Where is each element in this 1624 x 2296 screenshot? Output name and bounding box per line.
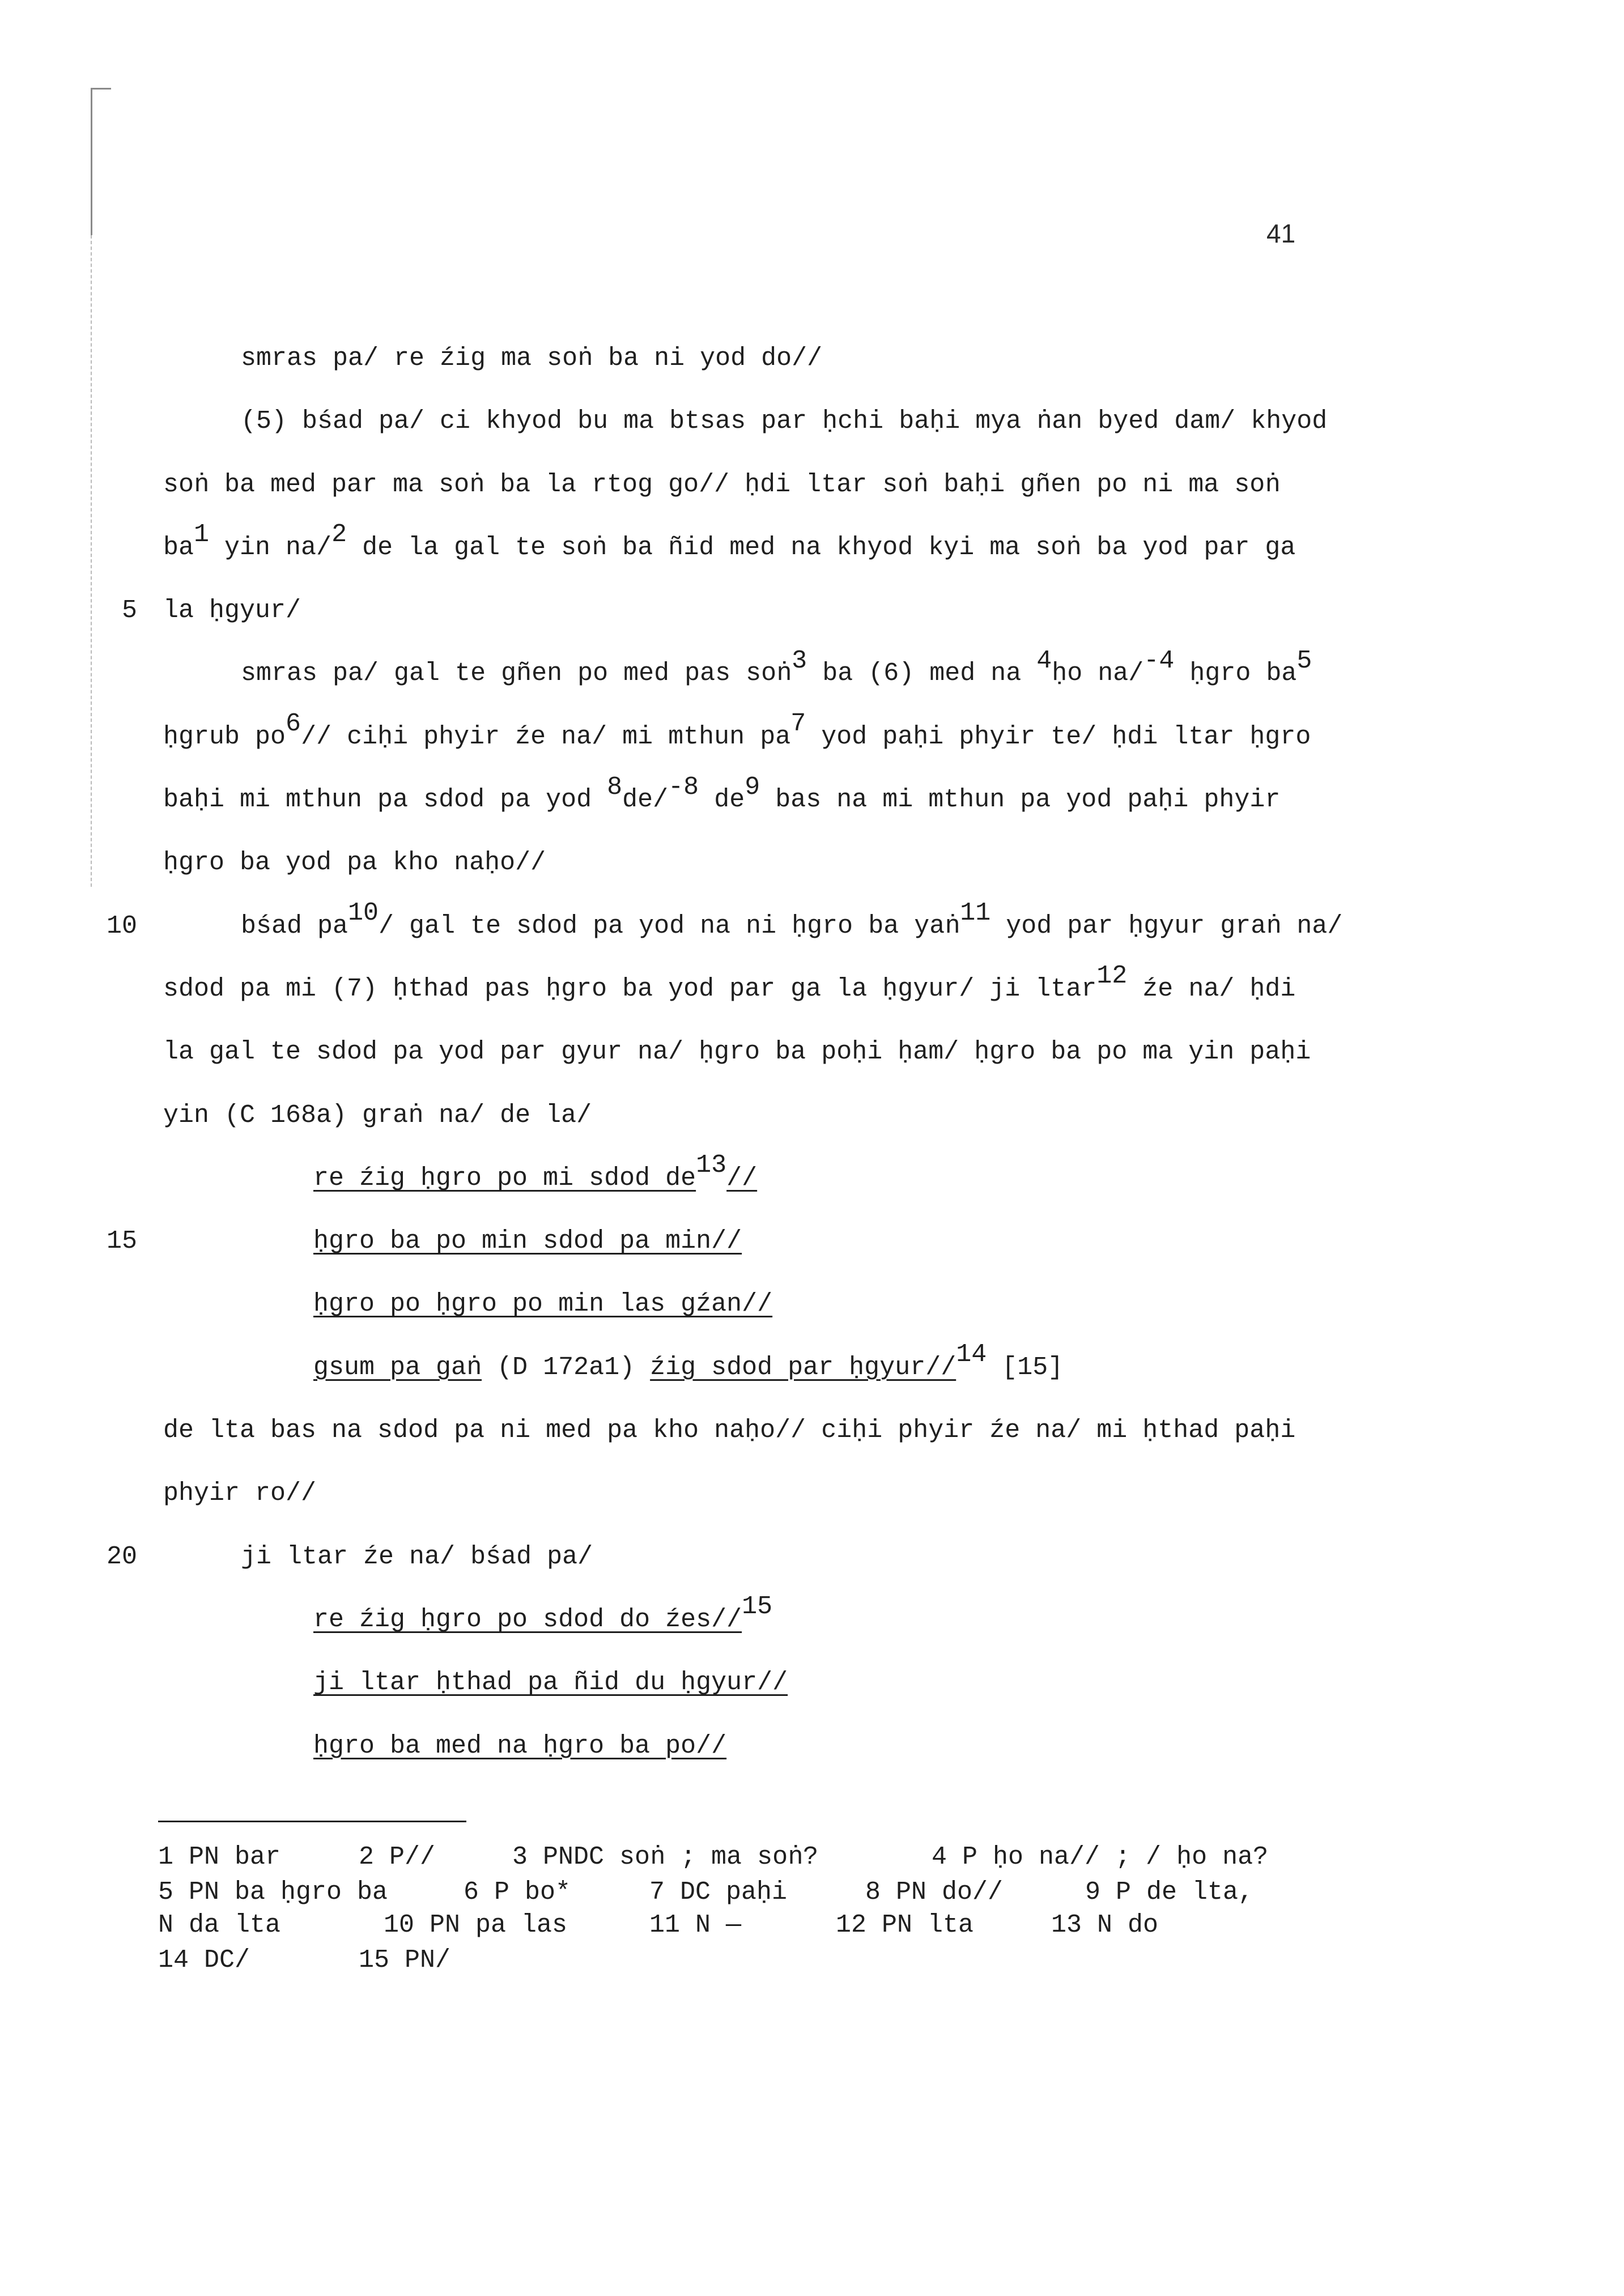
verse-text: ḥgro ba po min sdod pa min// [313,1227,742,1256]
footnote: 15 PN/ [359,1946,451,1975]
footnote-row [0,1876,1624,1910]
verse-text: gsum pa gaṅ [313,1353,482,1382]
footnote: 2 P// [359,1843,436,1872]
line-text: ba (6) med na [807,659,1037,688]
footnote-marker: 11 [960,899,991,928]
line-text: soṅ ba med par ma soṅ ba la rtog go// ḥdi ltar soṅ baḥi gñen po ni ma soṅ [163,470,1281,499]
text-line [0,768,1624,831]
text-line [0,1084,1624,1147]
line-number: 10 [106,911,137,941]
footnote-row [0,1840,1624,1874]
footnote-row [0,1944,1624,1978]
line-text: de [699,785,745,815]
line-number: 15 [106,1227,137,1256]
footnote: 5 PN ba ḥgro ba [158,1878,388,1907]
text-line [0,1021,1624,1083]
footnote: 14 DC/ [158,1946,250,1975]
footnote-marker: 3 [792,646,807,675]
line-number: 5 [121,596,137,626]
footnote: 11 N — [649,1911,742,1940]
line-text: ḥgro ba [1174,659,1297,688]
footnote: 9 P de lta, [1085,1878,1254,1907]
margin-line [91,88,111,90]
footnote: 3 PNDC soṅ ; ma soṅ? [512,1843,819,1872]
text-line [0,579,1624,642]
text-line [0,453,1624,516]
text-line [0,390,1624,453]
line-text: smras pa/ re źig ma soṅ ba ni yod do// [241,344,823,373]
line-text: yod paḥi phyir te/ ḥdi ltar ḥgro [806,722,1311,751]
footnote-marker: 4 [1036,646,1052,675]
text-line [0,516,1624,579]
footnote: 13 N do [1051,1911,1159,1940]
footnote-row [0,1908,1624,1942]
text-line [0,1462,1624,1525]
footnote-marker: 6 [286,709,301,739]
verse-line [0,1715,1624,1778]
footnote: 12 PN lta [836,1911,974,1940]
footnote: 7 DC paḥi [649,1878,788,1907]
line-text: yin (C 168a) graṅ na/ de la/ [163,1100,592,1130]
verse-text: ji ltar ḥthad pa ñid du ḥgyur// [313,1668,788,1698]
line-text: ḥgro ba yod pa kho naḥo// [163,848,546,878]
verse-line [0,1651,1624,1714]
footnote-marker: -8 [668,772,699,802]
footnote-marker: 13 [696,1151,727,1180]
line-text: de/ [622,785,669,815]
folio-reference: (D 172a1) [482,1353,651,1382]
line-text: ba [163,533,194,562]
verse-line [0,1336,1624,1399]
footnote-marker: 9 [745,772,760,802]
footnote-marker: 8 [607,772,623,802]
verse-text: re źig ḥgro po sdod do źes// [313,1605,742,1634]
line-text: de lta bas na sdod pa ni med pa kho naḥo// ciḥi phyir źe na/ mi ḥthad paḥi [163,1416,1296,1445]
line-text: źe na/ ḥdi [1127,974,1296,1004]
text-line [0,327,1624,390]
line-text: sdod pa mi (7) ḥthad pas ḥgro ba yod par ga la ḥgyur/ ji ltar [163,974,1097,1004]
page-number: 41 [1266,219,1296,248]
footnote-marker: 10 [348,899,379,928]
verse-line [0,1273,1624,1336]
footnote-marker: 15 [742,1592,773,1622]
text-line [0,642,1624,705]
footnote-marker: 5 [1296,646,1312,675]
line-text: bśad pa [241,911,348,941]
footnote: 4 P ḥo na// ; / ḥo na? [932,1843,1269,1872]
verse-line [0,1210,1624,1273]
line-text: ḥo na/ [1052,659,1144,688]
line-text: yin na/ [209,533,332,562]
verse-text: ḥgro ba med na ḥgro ba po// [313,1731,727,1761]
verse-number: [15] [987,1353,1064,1382]
line-text: la gal te sdod pa yod par gyur na/ ḥgro ba poḥi ḥam/ ḥgro ba po ma yin paḥi [163,1038,1311,1067]
verse-text: ḥgro po ḥgro po min las gźan// [313,1290,773,1319]
text-line [0,958,1624,1021]
margin-line [91,88,92,235]
line-text: bas na mi mthun pa yod paḥi phyir [760,785,1281,815]
footnote-marker: 14 [956,1340,987,1370]
footnote-marker: -4 [1143,646,1175,675]
body-text [0,327,1624,1778]
verse-line [0,1147,1624,1210]
verse-text: // [726,1163,758,1193]
footnote-marker: 12 [1096,962,1128,991]
text-line [0,831,1624,894]
text-line [0,1399,1624,1462]
verse-text: źig sdod par ḥgyur// [650,1353,956,1382]
line-text: / gal te sdod pa yod na ni ḥgro ba yaṅ [379,911,960,941]
footnote: 1 PN bar [158,1843,281,1872]
line-text: yod par ḥgyur graṅ na/ [990,911,1343,941]
line-text: la ḥgyur/ [163,596,301,626]
line-text: ji ltar źe na/ bśad pa/ [241,1542,593,1571]
verse-line [0,1588,1624,1651]
footnote: 6 P bo* [464,1878,571,1907]
line-text: phyir ro// [163,1479,317,1508]
line-text: de la gal te soṅ ba ñid med na khyod kyi ma soṅ ba yod par ga [347,533,1296,562]
footnote-rule [158,1821,466,1822]
line-text: ḥgrub po [163,722,286,751]
footnote-marker: 1 [194,520,210,550]
line-text: // ciḥi phyir źe na/ mi mthun pa [301,722,791,751]
footnote: 10 PN pa las [384,1911,568,1940]
footnote-marker: 2 [331,520,347,550]
line-text: (5) bśad pa/ ci khyod bu ma btsas par ḥchi baḥi mya ṅan byed dam/ khyod [241,407,1328,436]
line-number: 20 [106,1542,137,1571]
footnote: 8 PN do// [865,1878,1004,1907]
text-line [0,895,1624,958]
verse-text: re źig ḥgro po mi sdod de [313,1163,696,1193]
line-text: smras pa/ gal te gñen po med pas soṅ [241,659,792,688]
line-text: baḥi mi mthun pa sdod pa yod [163,785,607,815]
text-line [0,705,1624,768]
footnote: N da lta [158,1911,281,1940]
footnote-marker: 7 [790,709,806,739]
text-line [0,1525,1624,1588]
